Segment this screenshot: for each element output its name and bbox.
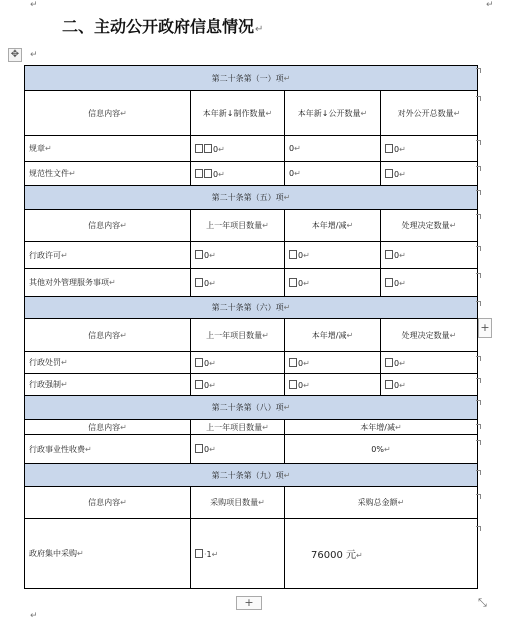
table-cell[interactable]: 0↵ <box>381 269 478 297</box>
column-header: 本年增/减↵ <box>285 420 478 435</box>
table-row <box>25 374 478 396</box>
row-end-marker <box>476 526 481 531</box>
row-label: 行政强制↵ <box>25 374 191 396</box>
table-cell[interactable]: 0↵ <box>191 435 285 464</box>
table-cell[interactable]: 0↵ <box>285 136 381 162</box>
table-cell[interactable]: 0↵ <box>285 269 381 297</box>
column-header: 信息内容↵ <box>25 319 191 352</box>
row-end-marker <box>476 190 481 195</box>
table-cell[interactable]: 0↵ <box>381 352 478 374</box>
paragraph-mark: ↵ <box>30 50 38 60</box>
table-cell[interactable]: 0↵ <box>381 162 478 186</box>
row-end-marker <box>476 214 481 219</box>
row-end-marker <box>476 424 481 429</box>
section-title: 第二十条第（九）项↵ <box>25 464 478 487</box>
row-end-marker <box>476 494 481 499</box>
row-end-marker <box>476 301 481 306</box>
table-row <box>25 136 478 162</box>
table-row <box>25 519 478 589</box>
table-row <box>25 352 478 374</box>
table-cell[interactable]: 0↵ <box>381 242 478 269</box>
column-header: 处理决定数量↵ <box>381 210 478 242</box>
section-title: 第二十条第（一）项↵ <box>25 66 478 91</box>
paragraph-mark: ↵ <box>30 0 38 10</box>
paragraph-mark: ↵ <box>486 0 494 10</box>
column-header: 处理决定数量↵ <box>381 319 478 352</box>
table-cell[interactable]: 0↵ <box>285 162 381 186</box>
column-header: 本年增/减↵ <box>285 210 381 242</box>
row-label: 行政事业性收费↵ <box>25 435 191 464</box>
row-end-marker <box>476 400 481 405</box>
table-row <box>25 435 478 464</box>
column-header: 本年新↓制作数量↵ <box>191 91 285 136</box>
column-header: 采购总金额↵ <box>285 487 478 519</box>
paragraph-mark: ↵ <box>255 24 264 35</box>
table-row <box>25 269 478 297</box>
row-end-marker <box>476 68 481 73</box>
row-end-marker <box>476 140 481 145</box>
info-table <box>24 65 478 589</box>
column-header: 本年新↓公开数量↵ <box>285 91 381 136</box>
row-end-marker <box>476 470 481 475</box>
section-title: 第二十条第（六）项↵ <box>25 297 478 319</box>
column-header: 信息内容↵ <box>25 210 191 242</box>
table-row <box>25 242 478 269</box>
table-resize-icon[interactable]: ⤡ <box>478 596 487 609</box>
column-header: 采购项目数量↵ <box>191 487 285 519</box>
table-cell[interactable]: 76000 元↵ <box>285 519 478 589</box>
table-row <box>25 162 478 186</box>
table-cell[interactable]: 0↵ <box>191 242 285 269</box>
table-cell[interactable]: 0↵ <box>191 374 285 396</box>
row-end-marker <box>476 356 481 361</box>
table-cell[interactable]: 0↵ <box>381 136 478 162</box>
table-cell[interactable]: 0↵ <box>191 162 285 186</box>
table-cell[interactable]: 0↵ <box>285 242 381 269</box>
column-header: 上一年项目数量↵ <box>191 210 285 242</box>
row-label: 政府集中采购↵ <box>25 519 191 589</box>
row-label: 行政处罚↵ <box>25 352 191 374</box>
table-cell[interactable]: 0↵ <box>191 136 285 162</box>
row-label: 规范性文件↵ <box>25 162 191 186</box>
column-header: 信息内容↵ <box>25 91 191 136</box>
column-header: 信息内容↵ <box>25 420 191 435</box>
row-end-marker <box>476 246 481 251</box>
table-cell[interactable]: 0%↵ <box>285 435 478 464</box>
column-header: 上一年项目数量↵ <box>191 420 285 435</box>
table-cell[interactable]: 0↵ <box>285 352 381 374</box>
table-cell[interactable]: 0↵ <box>191 269 285 297</box>
table-cell[interactable]: 0↵ <box>285 374 381 396</box>
row-label: 规章↵ <box>25 136 191 162</box>
add-row-icon[interactable]: + <box>236 596 262 610</box>
section-heading <box>62 14 263 37</box>
table-cell[interactable]: 0↵ <box>381 374 478 396</box>
column-header: 信息内容↵ <box>25 487 191 519</box>
row-end-marker <box>476 166 481 171</box>
add-column-icon[interactable]: + <box>478 318 492 338</box>
table-move-icon[interactable]: ✥ <box>8 48 22 62</box>
section-title: 第二十条第（五）项↵ <box>25 186 478 210</box>
column-header: 上一年项目数量↵ <box>191 319 285 352</box>
section-title: 第二十条第（八）项↵ <box>25 396 478 420</box>
row-label: 其他对外管理服务事项↵ <box>25 269 191 297</box>
heading-text: 二、主动公开政府信息情况 <box>62 17 255 36</box>
row-label: 行政许可↵ <box>25 242 191 269</box>
row-end-marker <box>476 273 481 278</box>
row-end-marker <box>476 96 481 101</box>
column-header: 本年增/减↵ <box>285 319 381 352</box>
paragraph-mark: ↵ <box>30 611 38 621</box>
table-cell[interactable]: 0↵ <box>191 352 285 374</box>
row-end-marker <box>476 378 481 383</box>
table-cell[interactable]: ·1↵ <box>191 519 285 589</box>
row-end-marker <box>476 440 481 445</box>
column-header: 对外公开总数量↵ <box>381 91 478 136</box>
